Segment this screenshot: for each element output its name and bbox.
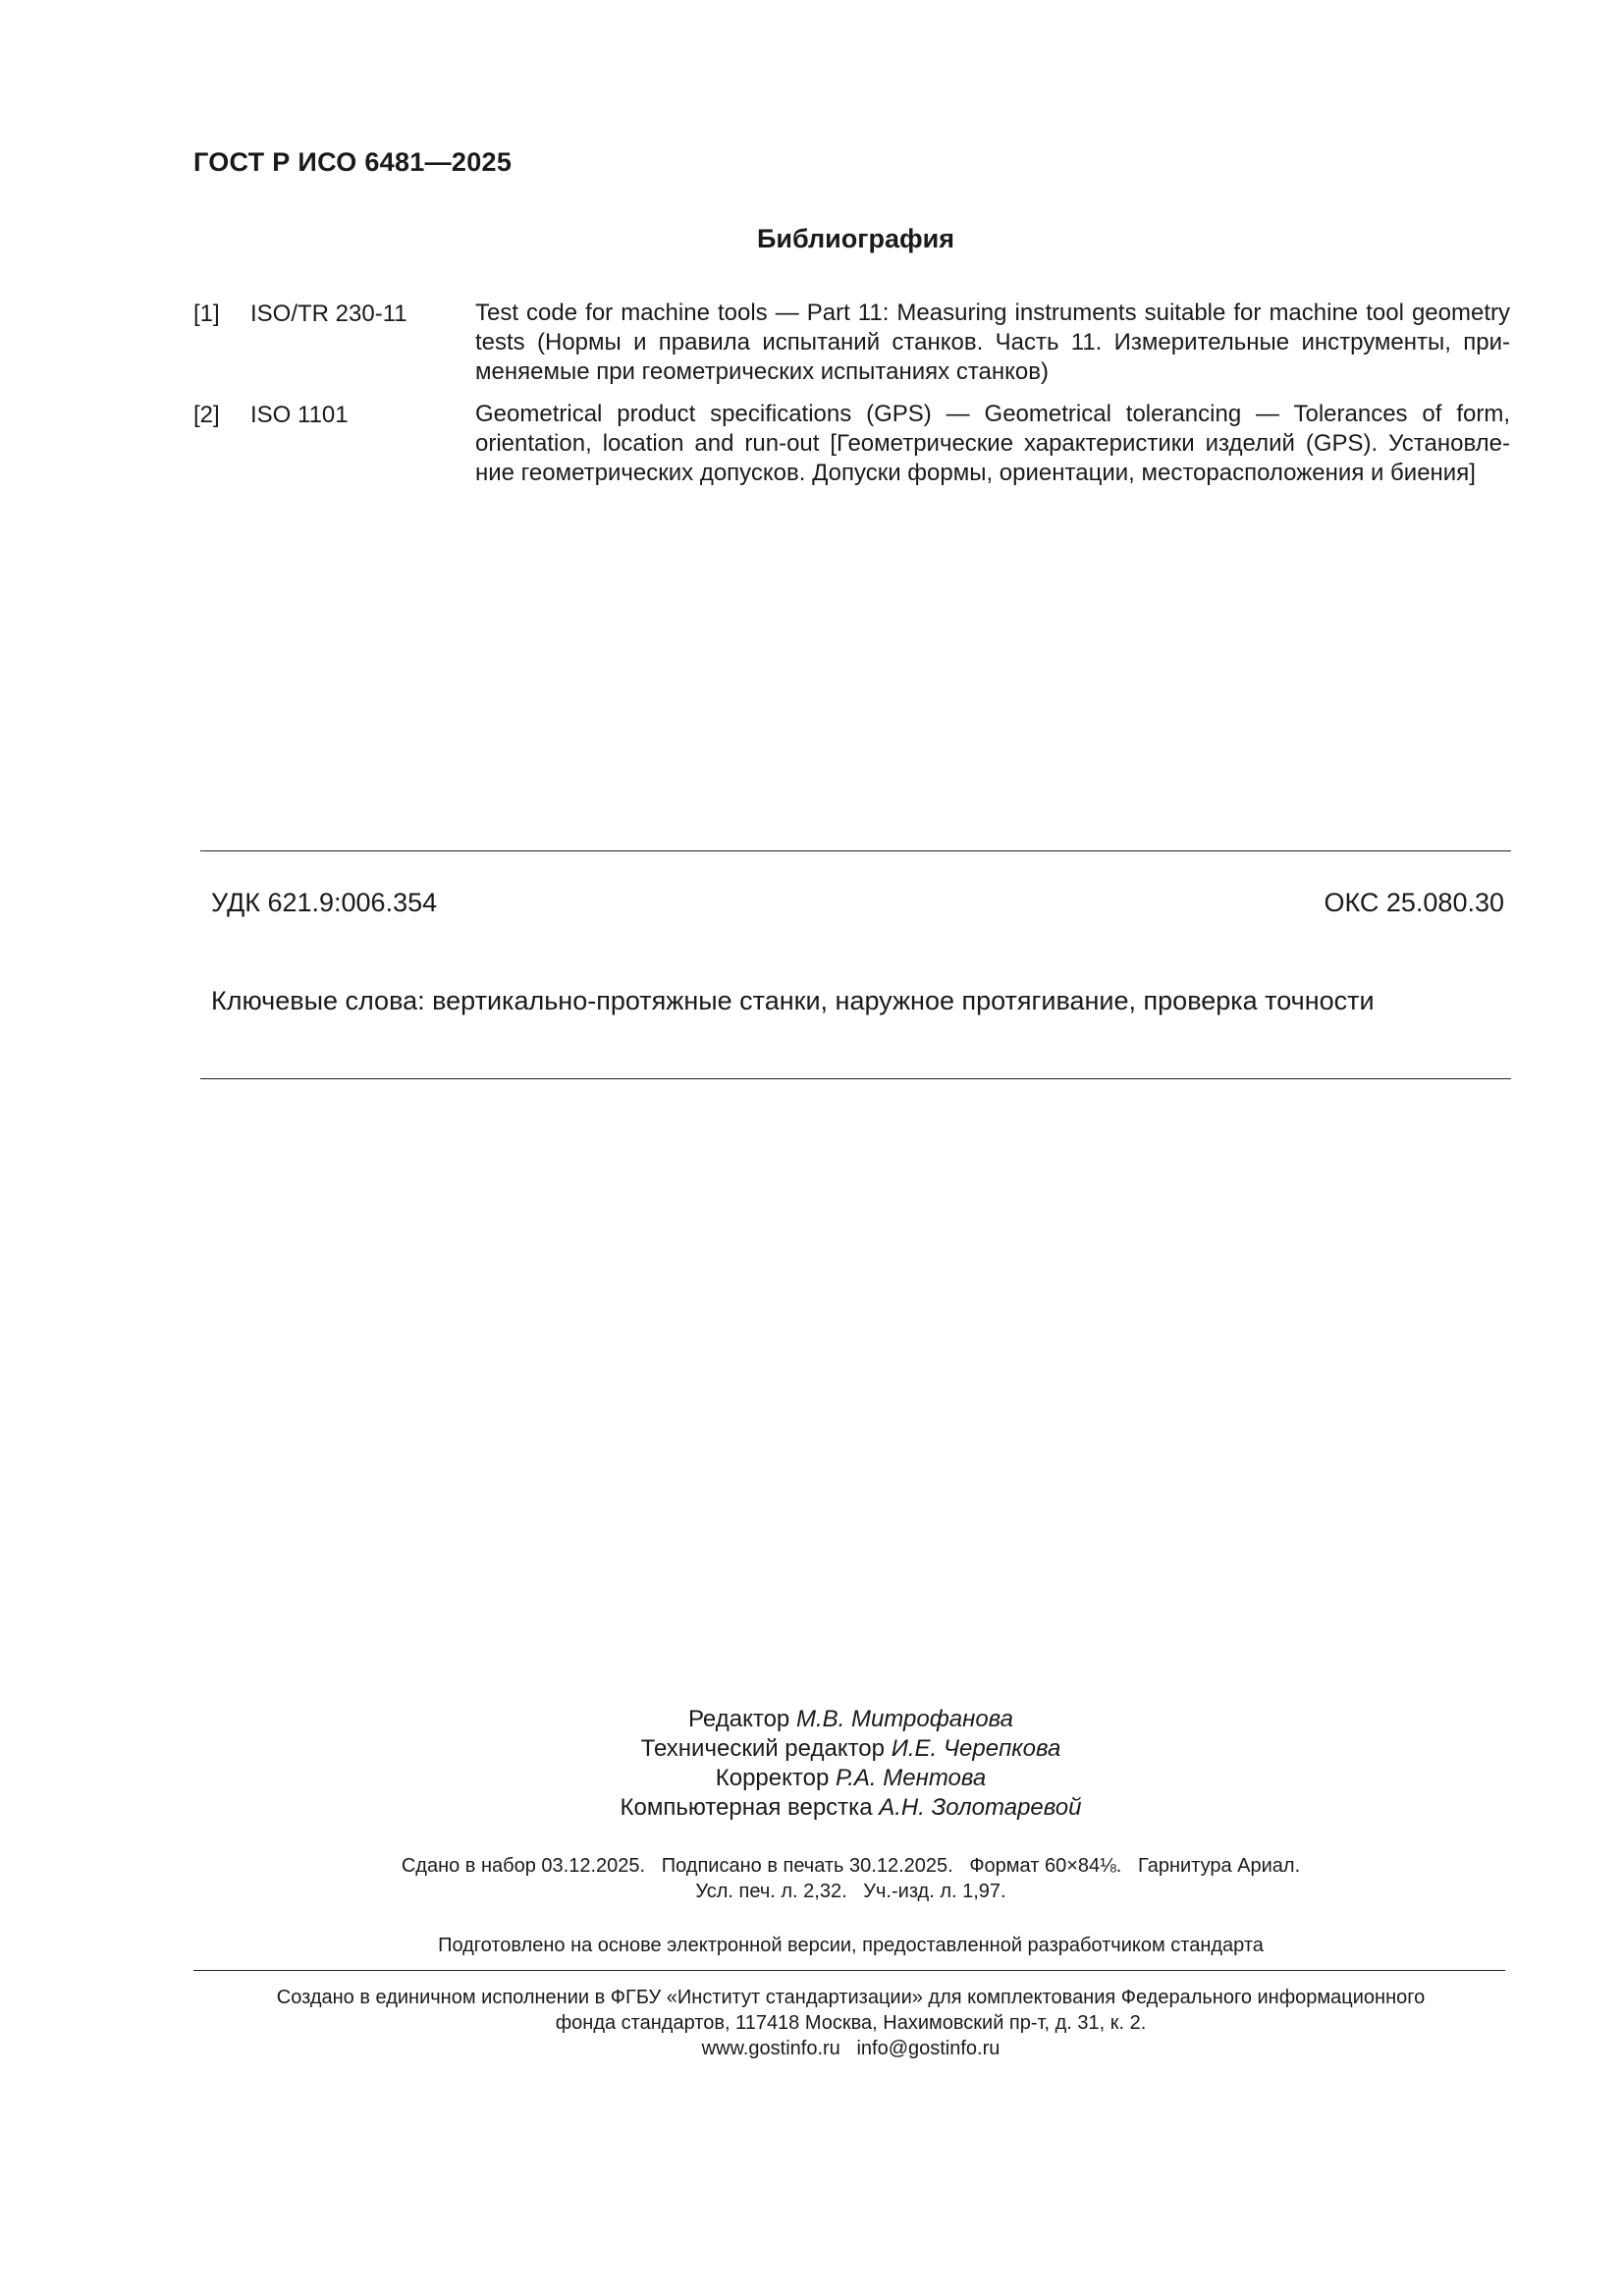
reference-code-1: ISO/TR 230-11 — [250, 301, 407, 327]
reference-text-line: меняемые при геометрических испытаниях станков) — [475, 358, 1050, 385]
credit-editor: Редактор М.В. Митрофанова — [687, 1706, 1014, 1732]
reference-code-2: ISO 1101 — [250, 402, 349, 428]
created-note-line-1: Создано в единичном исполнении в ФГБУ «Институт стандартизации» для комплектования Федерального информационного — [276, 1987, 1426, 2008]
reference-text-line: ние геометрических допусков. Допуски формы, ориентации, месторасположения и биения] — [475, 460, 1476, 486]
bibliography-title: Библиография — [757, 224, 954, 253]
print-info — [0, 1853, 1623, 1904]
imprint-divider — [193, 1970, 1505, 1971]
udk-code: УДК 621.9:006.354 — [211, 888, 438, 917]
credit-layout: Компьютерная верстка А.Н. Золотаревой — [620, 1794, 1082, 1821]
reference-text-line: Geometrical product specifications (GPS) — Geometrical tolerancing — Tolerances of form, — [475, 401, 1510, 427]
print-info-line-1: Сдано в набор 03.12.2025. Подписано в печать 30.12.2025. Формат 60×84⅛. Гарнитура Ариал. — [401, 1855, 1301, 1877]
prepared-note: Подготовлено на основе электронной версии, предоставленной разработчиком стандарта — [438, 1935, 1264, 1956]
reference-text-1 — [475, 299, 1510, 387]
divider-top — [200, 850, 1511, 851]
reference-number-1: [1] — [193, 301, 220, 327]
oks-code: ОКС 25.080.30 — [1324, 888, 1504, 917]
reference-text-line: orientation, location and run-out [Геометрические характеристики изделий (GPS). Установле- — [475, 430, 1510, 457]
credits-block — [0, 1705, 1623, 1823]
created-note-links: www.gostinfo.ru info@gostinfo.ru — [701, 2038, 1001, 2059]
reference-text-line: Test code for machine tools — Part 11: Measuring instruments suitable for machine tool geometry — [475, 300, 1510, 326]
divider-bottom — [200, 1078, 1511, 1079]
reference-text-line: tests (Нормы и правила испытаний станков. Часть 11. Измерительные инструменты, при- — [475, 329, 1510, 355]
created-note — [0, 1985, 1623, 2061]
document-header: ГОСТ Р ИСО 6481—2025 — [193, 147, 513, 177]
credit-corrector: Корректор Р.А. Ментова — [715, 1765, 987, 1791]
print-info-line-2: Усл. печ. л. 2,32. Уч.-изд. л. 1,97. — [695, 1881, 1006, 1902]
credit-tech-editor: Технический редактор И.Е. Черепкова — [640, 1735, 1061, 1762]
reference-number-2: [2] — [193, 402, 220, 428]
keywords: Ключевые слова: вертикально-протяжные станки, наружное протягивание, проверка точности — [211, 986, 1375, 1015]
created-note-line-2: фонда стандартов, 117418 Москва, Нахимовский пр-т, д. 31, к. 2. — [555, 2012, 1147, 2034]
reference-text-2 — [475, 400, 1510, 488]
